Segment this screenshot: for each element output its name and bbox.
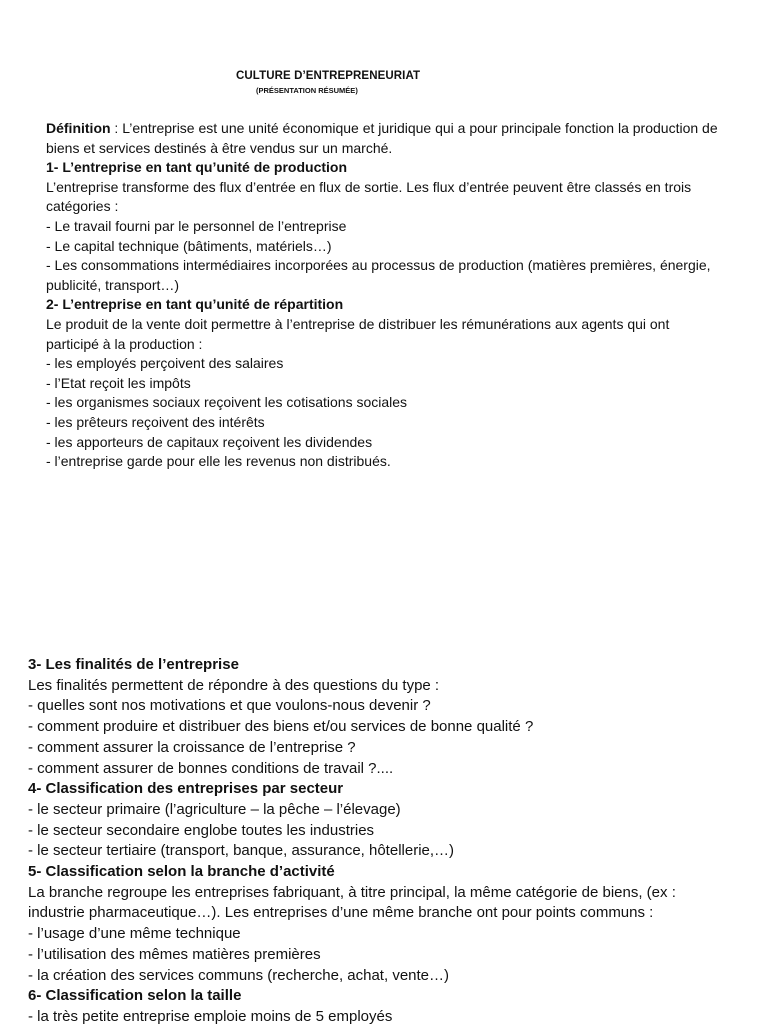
list-item: - la création des services communs (recherche, achat, vente…) [28, 966, 450, 984]
list-item: - le secteur tertiaire (transport, banque, assurance, hôtellerie,…) [28, 842, 455, 860]
list-item: - Le capital technique (bâtiments, matériels…) [46, 237, 332, 254]
list-item: - l’entreprise garde pour elle les revenus non distribués. [46, 453, 391, 470]
section-1-heading: 1- L’entreprise en tant qu’unité de production [46, 159, 348, 176]
section-6-heading: 6- Classification selon la taille [28, 987, 242, 1005]
section-5-intro: La branche regroupe les entreprises fabriquant, à titre principal, la même catégorie de biens, (ex : industrie pharmaceutique…). Les entreprises d’une même branche ont pour points communs : [28, 883, 676, 922]
definition-text: : L’entreprise est une unité économique et juridique qui a pour principale fonction la production de biens et services destinés à être vendus sur un marché. [46, 120, 718, 156]
section-5-heading: 5- Classification selon la branche d’activité [28, 863, 335, 881]
definition-label: Définition [46, 120, 111, 136]
list-item: - comment assurer la croissance de l’entreprise ? [28, 738, 356, 756]
document-title: CULTURE D’ENTREPRENEURIAT [236, 70, 421, 82]
list-item: - les prêteurs reçoivent des intérêts [46, 413, 265, 430]
definition-paragraph [46, 119, 718, 158]
section-4-heading: 4- Classification des entreprises par secteur [28, 780, 344, 798]
section-3-intro: Les finalités permettent de répondre à des questions du type : [28, 676, 440, 694]
section-2-heading: 2- L’entreprise en tant qu’unité de répartition [46, 296, 344, 313]
document-subtitle: (PRÉSENTATION RÉSUMÉE) [256, 86, 358, 95]
list-item: - quelles sont nos motivations et que voulons-nous devenir ? [28, 697, 431, 715]
list-item: - l’Etat reçoit les impôts [46, 374, 191, 391]
list-item: - le secteur secondaire englobe toutes les industries [28, 821, 375, 839]
list-item: - la très petite entreprise emploie moins de 5 employés [28, 1007, 393, 1024]
list-item: - le secteur primaire (l’agriculture – la pêche – l’élevage) [28, 800, 401, 818]
list-item: - les apporteurs de capitaux reçoivent les dividendes [46, 433, 373, 450]
list-item: - comment produire et distribuer des biens et/ou services de bonne qualité ? [28, 718, 534, 736]
list-item: - comment assurer de bonnes conditions de travail ?.... [28, 759, 394, 777]
list-item: - les employés perçoivent des salaires [46, 355, 284, 372]
list-item: - les organismes sociaux reçoivent les cotisations sociales [46, 394, 408, 411]
list-item: - l’utilisation des mêmes matières premières [28, 945, 321, 963]
lower-text-block [28, 655, 728, 1024]
upper-text-block [46, 119, 718, 472]
section-1-intro: L’entreprise transforme des flux d’entrée en flux de sortie. Les flux d’entrée peuvent être classés en trois catégories : [46, 178, 692, 215]
list-item: - Les consommations intermédiaires incorporées au processus de production (matières premières, énergie, publicité, transport…) [46, 257, 711, 293]
section-3-heading: 3- Les finalités de l’entreprise [28, 656, 239, 673]
list-item: - l’usage d’une même technique [28, 925, 241, 943]
list-item: - Le travail fourni par le personnel de l’entreprise [46, 217, 347, 234]
section-2-intro: Le produit de la vente doit permettre à l’entreprise de distribuer les rémunérations aux agents qui ont participé à la production : [46, 315, 670, 352]
